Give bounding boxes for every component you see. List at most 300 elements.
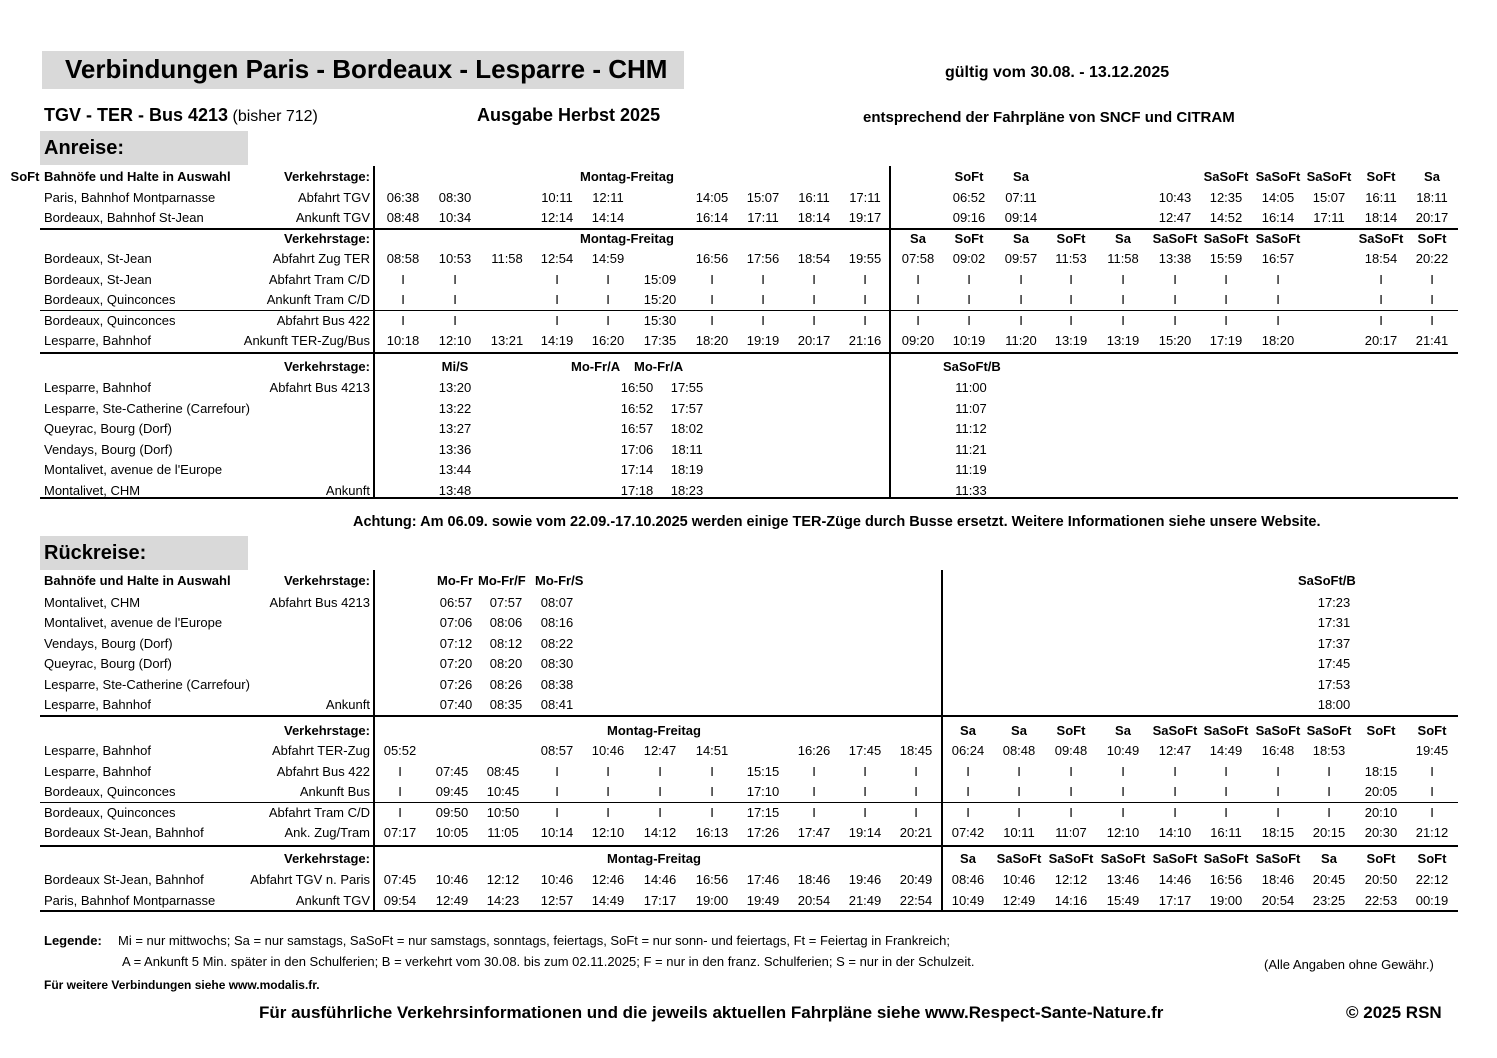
edition: Ausgabe Herbst 2025 xyxy=(477,105,661,125)
time-cell: 09:16 xyxy=(952,210,986,225)
time-cell: I xyxy=(1224,764,1228,779)
time-cell: 18:19 xyxy=(670,462,704,477)
days-label: Verkehrstage: xyxy=(284,359,370,374)
stop-name: Montalivet, CHM xyxy=(44,483,141,498)
day-code: SaSoFt xyxy=(996,851,1042,866)
time-cell: 11:07 xyxy=(1055,825,1087,840)
time-cell: I xyxy=(966,784,970,799)
rule xyxy=(40,352,1458,354)
time-cell: I xyxy=(1173,292,1177,307)
day-code: SaSoFt xyxy=(1152,231,1198,246)
time-cell: I xyxy=(761,292,765,307)
time-cell: I xyxy=(1224,272,1228,287)
time-cell: 17:06 xyxy=(620,442,654,457)
day-code: SaSoFt xyxy=(1358,231,1404,246)
time-cell: 10:49 xyxy=(951,893,985,908)
time-cell: I xyxy=(863,272,867,287)
time-cell: 20:05 xyxy=(1364,784,1398,799)
time-cell: 14:46 xyxy=(643,872,677,887)
time-cell: 17:31 xyxy=(1317,615,1351,630)
time-cell: 13:38 xyxy=(1158,251,1192,266)
column-rule xyxy=(889,166,891,498)
time-cell: 14:05 xyxy=(1261,190,1295,205)
time-cell: 12:46 xyxy=(591,872,625,887)
stop-name: Lesparre, Bahnhof xyxy=(44,743,151,758)
day-code: SoFt xyxy=(10,169,40,184)
time-cell: I xyxy=(1224,805,1228,820)
time-cell: 18:11 xyxy=(1416,190,1448,205)
time-cell: 15:07 xyxy=(1312,190,1346,205)
time-cell: 15:59 xyxy=(1209,251,1243,266)
time-cell: 14:51 xyxy=(695,743,729,758)
day-code: Mo-Fr/S xyxy=(535,573,584,588)
time-cell: I xyxy=(967,292,971,307)
time-cell: I xyxy=(1121,784,1125,799)
time-cell: 17:26 xyxy=(746,825,780,840)
time-cell: I xyxy=(1173,805,1177,820)
day-code: Mo-Fr/F xyxy=(478,573,526,588)
rueckreise-heading: Rückreise: xyxy=(40,536,248,570)
time-cell: 16:11 xyxy=(798,190,830,205)
time-cell: I xyxy=(812,764,816,779)
time-cell: 16:14 xyxy=(1261,210,1295,225)
time-cell: I xyxy=(916,313,920,328)
time-cell: 06:24 xyxy=(951,743,985,758)
time-cell: 17:18 xyxy=(620,483,654,498)
time-cell: I xyxy=(453,313,457,328)
time-cell: 08:06 xyxy=(489,615,523,630)
day-code: SoFt xyxy=(1366,169,1396,184)
time-cell: I xyxy=(1276,764,1280,779)
time-cell: 19:46 xyxy=(848,872,882,887)
time-cell: I xyxy=(863,764,867,779)
day-code: SaSoFt xyxy=(1255,723,1301,738)
time-cell: 10:11 xyxy=(1003,825,1035,840)
time-cell: 12:10 xyxy=(591,825,625,840)
time-cell: 07:17 xyxy=(383,825,417,840)
time-cell: I xyxy=(914,784,918,799)
time-cell: I xyxy=(1019,292,1023,307)
time-cell: 10:46 xyxy=(1002,872,1036,887)
time-cell: 20:10 xyxy=(1364,805,1398,820)
time-cell: 10:19 xyxy=(952,333,986,348)
time-cell: I xyxy=(1430,292,1434,307)
time-cell: I xyxy=(1069,292,1073,307)
time-cell: 10:11 xyxy=(541,190,573,205)
time-cell: 19:17 xyxy=(848,210,882,225)
time-cell: I xyxy=(555,805,559,820)
time-cell: 12:57 xyxy=(540,893,574,908)
event-type: Abfahrt TGV n. Paris xyxy=(250,872,370,887)
day-code: SaSoFt xyxy=(1203,723,1249,738)
time-cell: 18:23 xyxy=(670,483,704,498)
time-cell: 17:19 xyxy=(1209,333,1243,348)
time-cell: 12:12 xyxy=(1054,872,1088,887)
day-code: SaSoFt xyxy=(1048,851,1094,866)
event-type: Abfahrt Bus 4213 xyxy=(269,380,370,395)
time-cell: I xyxy=(555,272,559,287)
time-cell: 12:35 xyxy=(1209,190,1243,205)
time-cell: I xyxy=(555,313,559,328)
time-cell: 18:14 xyxy=(797,210,831,225)
time-cell: 16:11 xyxy=(1365,190,1397,205)
time-cell: 07:42 xyxy=(951,825,985,840)
time-cell: 17:11 xyxy=(747,210,779,225)
time-cell: I xyxy=(1327,784,1331,799)
day-code: SaSoFt/B xyxy=(943,359,1001,374)
time-cell: 17:45 xyxy=(848,743,882,758)
time-cell: 16:50 xyxy=(620,380,654,395)
time-cell: I xyxy=(812,292,816,307)
time-cell: I xyxy=(398,805,402,820)
time-cell: 08:30 xyxy=(540,656,574,671)
time-cell: 18:46 xyxy=(797,872,831,887)
line-old: (bisher 712) xyxy=(228,108,318,125)
stop-name: Vendays, Bourg (Dorf) xyxy=(44,636,173,651)
time-cell: I xyxy=(863,784,867,799)
time-cell: I xyxy=(606,764,610,779)
time-cell: I xyxy=(658,764,662,779)
stop-name: Montalivet, CHM xyxy=(44,595,141,610)
time-cell: 07:45 xyxy=(435,764,469,779)
time-cell: I xyxy=(914,764,918,779)
time-cell: 10:45 xyxy=(486,784,520,799)
time-cell: I xyxy=(453,272,457,287)
stop-name: Bordeaux, St-Jean xyxy=(44,272,152,287)
time-cell: 20:45 xyxy=(1312,872,1346,887)
time-cell: 17:57 xyxy=(670,401,704,416)
legend-line-2: A = Ankunft 5 Min. später in den Schulferien; B = verkehrt vom 30.08. bis zum 02.11.2025; F = nur in den franz. Schulferien; S = nur in der Schulzeit. xyxy=(122,954,975,969)
column-header-stops: Bahnöfe und Halte in Auswahl xyxy=(44,169,231,184)
day-code: Sa xyxy=(1013,169,1029,184)
event-type: Ankunft Tram C/D xyxy=(266,292,370,307)
time-cell: 22:54 xyxy=(899,893,933,908)
time-cell: 08:16 xyxy=(540,615,574,630)
rule xyxy=(40,497,1458,499)
time-cell: 11:33 xyxy=(955,483,987,498)
column-rule xyxy=(373,166,375,498)
time-cell: I xyxy=(710,272,714,287)
event-type: Ankunft TGV xyxy=(295,893,370,908)
time-cell: 11:12 xyxy=(955,421,987,436)
time-cell: 20:30 xyxy=(1364,825,1398,840)
day-code: SoFt xyxy=(1417,231,1447,246)
time-cell: I xyxy=(1173,764,1177,779)
time-cell: 10:46 xyxy=(591,743,625,758)
time-cell: 17:11 xyxy=(1313,210,1345,225)
time-cell: 16:11 xyxy=(1210,825,1242,840)
time-cell: I xyxy=(1069,784,1073,799)
time-cell: 10:14 xyxy=(540,825,574,840)
stop-name: Lesparre, Bahnhof xyxy=(44,764,151,779)
time-cell: 20:17 xyxy=(1364,333,1398,348)
time-cell: 13:19 xyxy=(1054,333,1088,348)
time-cell: I xyxy=(1224,292,1228,307)
column-rule xyxy=(373,570,375,910)
time-cell: 18:54 xyxy=(797,251,831,266)
time-cell: I xyxy=(761,272,765,287)
days-label: Verkehrstage: xyxy=(284,723,370,738)
time-cell: 10:49 xyxy=(1106,743,1140,758)
day-code: Mo-Fr xyxy=(437,573,474,588)
day-code: Sa xyxy=(1013,231,1029,246)
time-cell: 21:49 xyxy=(848,893,882,908)
time-cell: 09:57 xyxy=(1004,251,1038,266)
time-cell: 09:48 xyxy=(1054,743,1088,758)
rule xyxy=(40,802,1458,803)
time-cell: 10:05 xyxy=(435,825,469,840)
time-cell: I xyxy=(1276,805,1280,820)
time-cell: 07:57 xyxy=(489,595,523,610)
time-cell: I xyxy=(401,272,405,287)
stop-name: Bordeaux, Quinconces xyxy=(44,313,176,328)
time-cell: I xyxy=(1121,313,1125,328)
time-cell: 06:52 xyxy=(952,190,986,205)
time-cell: 10:53 xyxy=(438,251,472,266)
time-cell: I xyxy=(1430,313,1434,328)
notice: Achtung: Am 06.09. sowie vom 22.09.-17.10.2025 werden einige TER-Züge durch Busse ersetzt. Weitere Informationen siehe unsere Website. xyxy=(353,514,1321,530)
time-cell: 16:13 xyxy=(695,825,729,840)
time-cell: 20:17 xyxy=(1415,210,1449,225)
time-cell: 11:53 xyxy=(1055,251,1087,266)
time-cell: 13:22 xyxy=(438,401,472,416)
time-cell: 07:12 xyxy=(439,636,473,651)
days-span-label: Montag-Freitag xyxy=(607,851,701,866)
time-cell: 11:00 xyxy=(955,380,987,395)
time-cell: 18:15 xyxy=(1261,825,1295,840)
day-code: SaSoFt xyxy=(1255,169,1301,184)
day-code: SaSoFt xyxy=(1152,851,1198,866)
event-type: Ank. Zug/Tram xyxy=(284,825,370,840)
time-cell: 16:20 xyxy=(591,333,625,348)
time-cell: 12:47 xyxy=(643,743,677,758)
time-cell: 10:50 xyxy=(486,805,520,820)
day-code: SoFt xyxy=(1366,723,1396,738)
day-code: Mi/S xyxy=(441,359,469,374)
time-cell: I xyxy=(1224,313,1228,328)
time-cell: I xyxy=(401,313,405,328)
time-cell: 14:49 xyxy=(591,893,625,908)
time-cell: 07:26 xyxy=(439,677,473,692)
day-code: SoFt xyxy=(1056,231,1086,246)
time-cell: 08:26 xyxy=(489,677,523,692)
day-code: Sa xyxy=(1115,723,1131,738)
time-cell: 12:47 xyxy=(1158,210,1192,225)
time-cell: I xyxy=(812,313,816,328)
column-rule xyxy=(941,570,943,910)
time-cell: I xyxy=(606,292,610,307)
time-cell: 18:20 xyxy=(1261,333,1295,348)
time-cell: 12:11 xyxy=(592,190,624,205)
time-cell: 09:54 xyxy=(383,893,417,908)
time-cell: 20:21 xyxy=(899,825,933,840)
day-code: Mo-Fr/A xyxy=(634,359,684,374)
stop-name: Montalivet, avenue de l'Europe xyxy=(44,462,223,477)
time-cell: I xyxy=(1173,784,1177,799)
event-type: Ankunft TGV xyxy=(295,210,370,225)
time-cell: I xyxy=(1173,272,1177,287)
time-cell: 06:38 xyxy=(386,190,420,205)
time-cell: 08:45 xyxy=(486,764,520,779)
stop-name: Lesparre, Bahnhof xyxy=(44,380,151,395)
time-cell: 16:56 xyxy=(695,251,729,266)
time-cell: I xyxy=(1121,272,1125,287)
time-cell: I xyxy=(863,292,867,307)
event-type: Abfahrt TGV xyxy=(297,190,370,205)
rule xyxy=(40,910,1458,912)
time-cell: 17:55 xyxy=(670,380,704,395)
time-cell: 16:52 xyxy=(620,401,654,416)
time-cell: I xyxy=(1017,805,1021,820)
time-cell: I xyxy=(1327,764,1331,779)
time-cell: I xyxy=(1017,764,1021,779)
time-cell: 17:14 xyxy=(620,462,654,477)
time-cell: 09:45 xyxy=(435,784,469,799)
time-cell: 18:53 xyxy=(1312,743,1346,758)
time-cell: 15:20 xyxy=(643,292,677,307)
time-cell: 17:46 xyxy=(746,872,780,887)
time-cell: 17:11 xyxy=(849,190,881,205)
event-type: Ankunft Bus xyxy=(299,784,370,799)
time-cell: 07:06 xyxy=(439,615,473,630)
time-cell: 08:48 xyxy=(386,210,420,225)
time-cell: I xyxy=(606,784,610,799)
time-cell: 17:15 xyxy=(746,805,780,820)
time-cell: 17:10 xyxy=(746,784,780,799)
time-cell: 16:57 xyxy=(1261,251,1295,266)
day-code: SaSoFt xyxy=(1152,723,1198,738)
stop-name: Bordeaux, Quinconces xyxy=(44,784,176,799)
time-cell: 08:22 xyxy=(540,636,574,651)
time-cell: 19:14 xyxy=(848,825,882,840)
time-cell: I xyxy=(1121,764,1125,779)
time-cell: 16:14 xyxy=(695,210,729,225)
event-type: Abfahrt TER-Zug xyxy=(271,743,370,758)
time-cell: I xyxy=(1276,292,1280,307)
time-cell: I xyxy=(1069,805,1073,820)
time-cell: 18:54 xyxy=(1364,251,1398,266)
time-cell: 16:56 xyxy=(695,872,729,887)
time-cell: 09:02 xyxy=(952,251,986,266)
day-code: Sa xyxy=(960,723,976,738)
time-cell: 15:20 xyxy=(1158,333,1192,348)
time-cell: 14:05 xyxy=(695,190,729,205)
rule xyxy=(40,310,1458,311)
time-cell: I xyxy=(1069,272,1073,287)
time-cell: I xyxy=(710,784,714,799)
time-cell: 17:23 xyxy=(1317,595,1351,610)
time-cell: 16:57 xyxy=(620,421,654,436)
time-cell: 07:45 xyxy=(383,872,417,887)
time-cell: I xyxy=(967,272,971,287)
stop-name: Lesparre, Ste-Catherine (Carrefour) xyxy=(44,677,250,692)
stop-name: Bordeaux St-Jean, Bahnhof xyxy=(44,825,204,840)
rule xyxy=(40,845,1458,847)
event-type: Abfahrt Tram C/D xyxy=(268,272,370,287)
time-cell: 08:12 xyxy=(489,636,523,651)
time-cell: I xyxy=(863,805,867,820)
time-cell: 16:56 xyxy=(1209,872,1243,887)
time-cell: I xyxy=(555,784,559,799)
time-cell: 11:07 xyxy=(955,401,987,416)
time-cell: I xyxy=(1276,313,1280,328)
legend-line-1: Mi = nur mittwochs; Sa = nur samstags, SaSoFt = nur samstags, sonntags, feiertags, SoFt = nur sonn- und feiertags, Ft = Feiertag in Frankreich; xyxy=(118,933,951,948)
page-title: Verbindungen Paris - Bordeaux - Lesparre - CHM xyxy=(65,54,668,84)
time-cell: 09:20 xyxy=(901,333,935,348)
time-cell: 05:52 xyxy=(383,743,417,758)
time-cell: I xyxy=(1430,272,1434,287)
disclaimer: (Alle Angaben ohne Gewähr.) xyxy=(1264,957,1434,972)
time-cell: I xyxy=(1017,784,1021,799)
time-cell: 08:57 xyxy=(540,743,574,758)
time-cell: 15:15 xyxy=(746,764,780,779)
day-code: Sa xyxy=(1321,851,1337,866)
time-cell: 12:47 xyxy=(1158,743,1192,758)
event-type: Abfahrt Bus 4213 xyxy=(269,595,370,610)
time-cell: 17:37 xyxy=(1317,636,1351,651)
time-cell: 13:20 xyxy=(438,380,472,395)
time-cell: I xyxy=(606,272,610,287)
day-code: Sa xyxy=(910,231,926,246)
time-cell: 18:20 xyxy=(695,333,729,348)
source-note: entsprechend der Fahrpläne von SNCF und CITRAM xyxy=(863,109,1235,126)
time-cell: 12:10 xyxy=(438,333,472,348)
day-code: SoFt xyxy=(1056,723,1086,738)
rule xyxy=(40,715,1458,717)
time-cell: I xyxy=(914,805,918,820)
time-cell: I xyxy=(555,764,559,779)
time-cell: 21:12 xyxy=(1415,825,1449,840)
time-cell: 19:55 xyxy=(848,251,882,266)
time-cell: 18:02 xyxy=(670,421,704,436)
stop-name: Bordeaux, Quinconces xyxy=(44,805,176,820)
time-cell: I xyxy=(710,764,714,779)
time-cell: I xyxy=(401,292,405,307)
days-label: Verkehrstage: xyxy=(284,169,370,184)
time-cell: I xyxy=(1379,292,1383,307)
stop-name: Lesparre, Bahnhof xyxy=(44,333,151,348)
time-cell: 08:07 xyxy=(540,595,574,610)
time-cell: 07:40 xyxy=(439,697,473,712)
column-header-stops: Bahnöfe und Halte in Auswahl xyxy=(44,573,231,588)
time-cell: 14:52 xyxy=(1209,210,1243,225)
day-code: Sa xyxy=(1115,231,1131,246)
time-cell: I xyxy=(453,292,457,307)
time-cell: 11:20 xyxy=(1005,333,1037,348)
stop-name: Queyrac, Bourg (Dorf) xyxy=(44,421,172,436)
time-cell: 12:12 xyxy=(486,872,520,887)
time-cell: 14:12 xyxy=(643,825,677,840)
time-cell: 18:11 xyxy=(671,442,703,457)
time-cell: I xyxy=(1224,784,1228,799)
time-cell: 09:50 xyxy=(435,805,469,820)
time-cell: I xyxy=(1069,313,1073,328)
time-cell: 19:00 xyxy=(695,893,729,908)
time-cell: 10:43 xyxy=(1158,190,1192,205)
time-cell: I xyxy=(812,272,816,287)
time-cell: I xyxy=(1121,292,1125,307)
time-cell: 14:14 xyxy=(591,210,625,225)
time-cell: 19:49 xyxy=(746,893,780,908)
time-cell: 19:00 xyxy=(1209,893,1243,908)
footer-info: Für ausführliche Verkehrsinformationen und die jeweils aktuellen Fahrpläne siehe www.Respect-Sante-Nature.fr xyxy=(259,1003,1164,1022)
day-code: Sa xyxy=(1424,169,1440,184)
stop-name: Montalivet, avenue de l'Europe xyxy=(44,615,223,630)
stop-name: Vendays, Bourg (Dorf) xyxy=(44,442,173,457)
time-cell: 15:07 xyxy=(746,190,780,205)
time-cell: 17:35 xyxy=(643,333,677,348)
time-cell: 13:44 xyxy=(438,462,472,477)
